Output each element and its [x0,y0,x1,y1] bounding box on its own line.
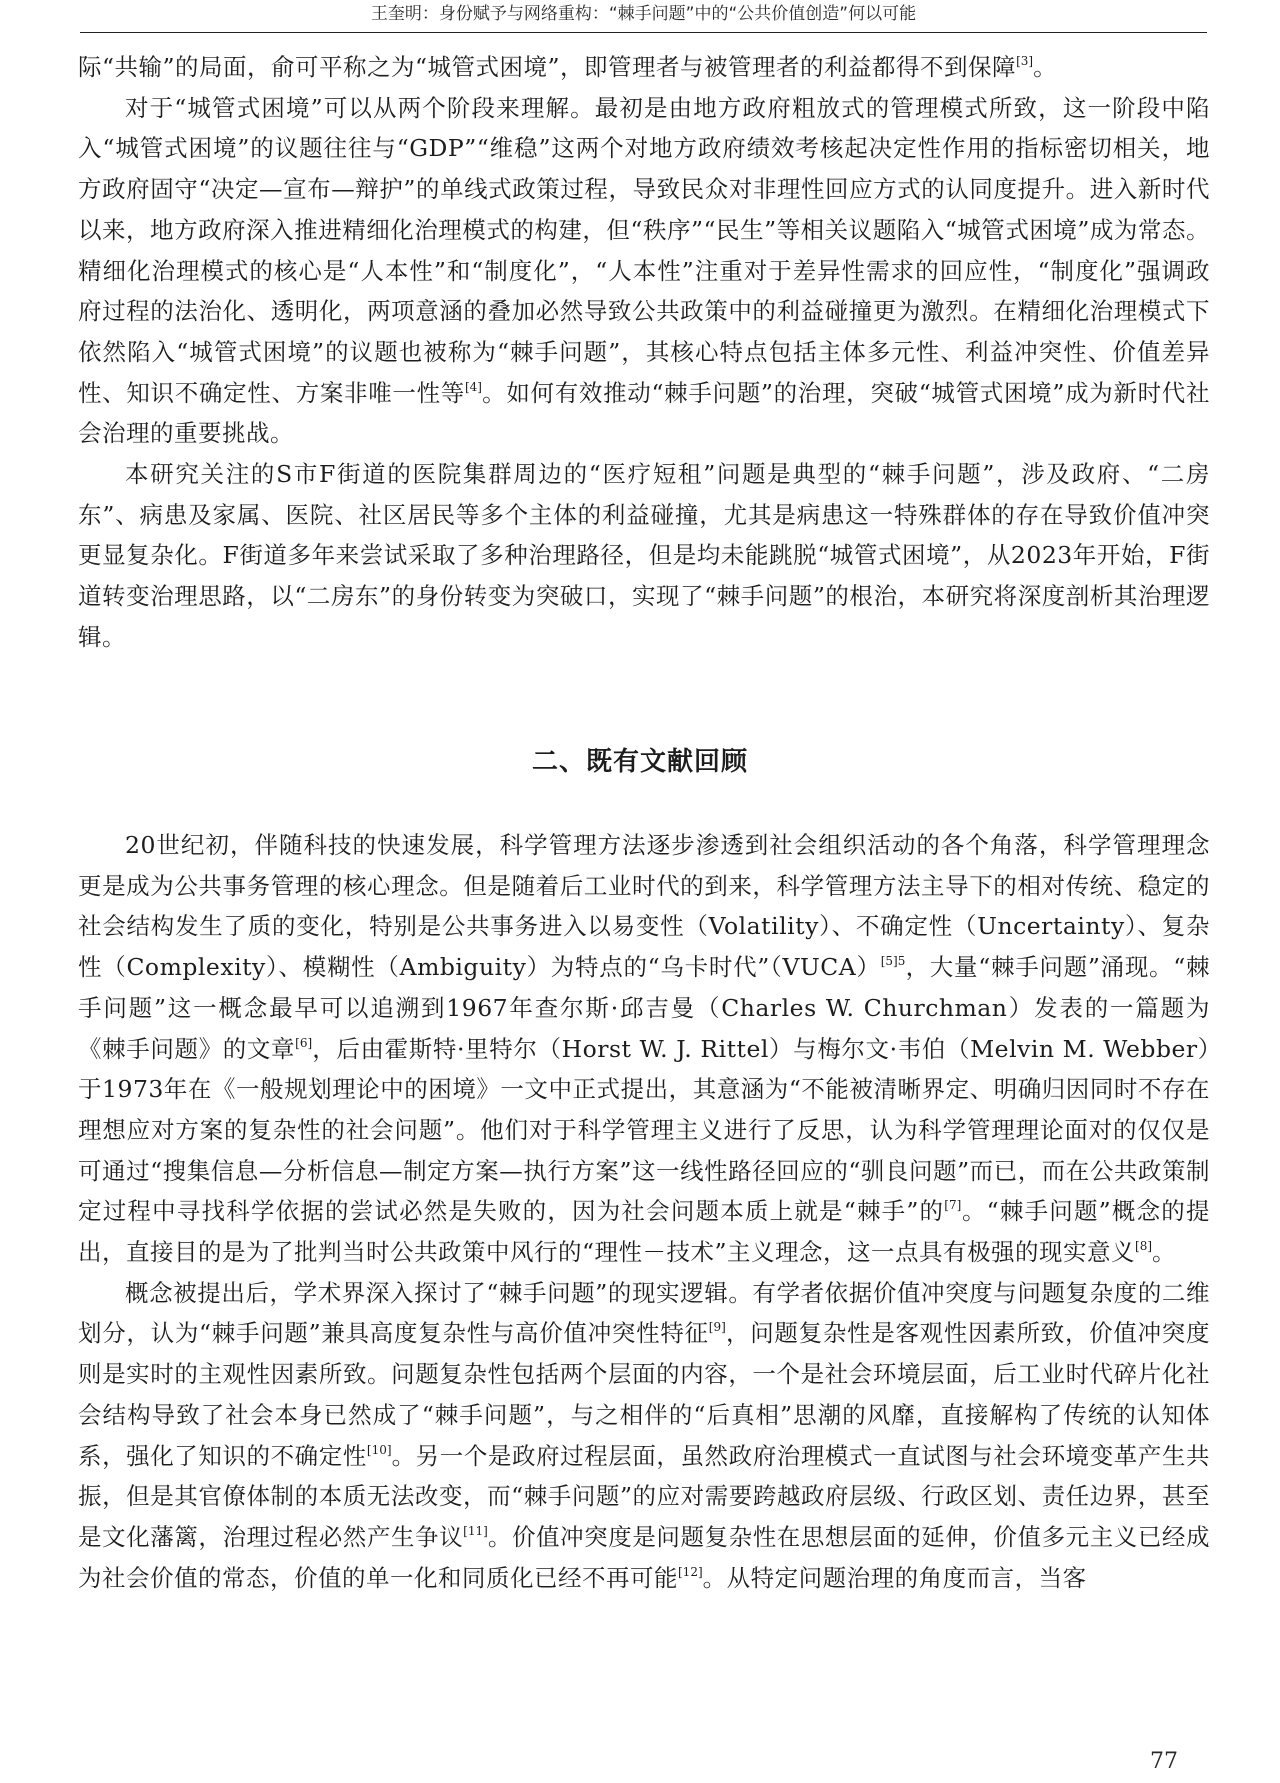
text-run: 20世纪初，伴随科技的快速发展，科学管理方法逐步渗透到社会组织活动的各个角落，科学管理理念更是成为公共事务管理的核心理念。但是随着后工业时代的到来，科学管理方法主导下的相对传统、稳定的社会结构发生了质的变化，特别是公共事务进入以易变性（Volatility）、不确定性（Uncertainty）、复杂性（Complexity）、模糊性（Ambiguity）为特点的“乌卡时代”（VUCA） [78,831,1210,982]
section-2-body [78,825,1210,1598]
text-run: 。另一个是政府过程层面，虽然政府治理模式一直试图与社会环境变革产生共振，但是其官僚体制的本质无法改变，而“棘手问题”的应对需要跨越政府层级、行政区划、责任边界，甚至是文化藩篱，治理过程必然产生争议 [78,1441,1211,1551]
text-run: ，问题复杂性是客观性因素所致，价值冲突度则是实时的主观性因素所致。问题复杂性包括两个层面的内容，一个是社会环境层面，后工业时代碎片化社会结构导致了社会本身已然成了“棘手问题”，与之相伴的“后真相”思潮的风靡，直接解构了传统的认知体系，强化了知识的不确定性 [78,1319,1211,1470]
citation-ref: [9] [708,1320,726,1335]
text-run: ，后由霍斯特·里特尔（Horst W. J. Rittel）与梅尔文·韦伯（Melvin M. Webber）于1973年在《一般规划理论中的困境》一文中正式提出，其意涵为“不能被清晰界定、明确归因同时不存在理想应对方案的复杂性的社会问题”。他们对于科学管理主义进行了反思，认为科学管理理论面对的仅仅是可通过“搜集信息—分析信息—制定方案—执行方案”这一线性路径回应的“驯良问题”而已，而在公共政策制定过程中寻找科学依据的尝试必然是失败的，因为社会问题本质上就是“棘手”的 [78,1034,1211,1226]
page-number: 77 [1150,1749,1178,1774]
text-run: 。从特定问题治理的角度而言，当客 [702,1563,1087,1592]
text-run: 。 [1033,53,1058,81]
citation-ref: [11] [463,1523,488,1538]
section-heading: 二、既有文献回顾 [531,747,748,777]
citation-ref: [3] [1016,54,1034,68]
citation-ref: [4] [464,379,482,394]
text-run: 本研究关注的S市F街道的医院集群周边的“医疗短租”问题是典型的“棘手问题”，涉及政府、“二房东”、病患及家属、医院、社区居民等多个主体的利益碰撞，尤其是病患这一特殊群体的存在导致价值冲突更显复杂化。F街道多年来尝试采取了多种治理路径，但是均未能跳脱“城管式困境”，从2023年开始，F街道转变治理思路，以“二房东”的身份转变为突破口，实现了“棘手问题”的根治，本研究将深度剖析其治理逻辑。 [78,460,1210,651]
text-run: 。“棘手问题”概念的提出，直接目的是为了批判当时公共政策中风行的“理性－技术”主义理念，这一点具有极强的现实意义 [78,1197,1211,1267]
citation-ref: [5]5 [880,954,906,969]
text-run: 概念被提出后，学术界深入探讨了“棘手问题”的现实逻辑。有学者依据价值冲突度与问题复杂度的二维划分，认为“棘手问题”兼具高度复杂性与高价值冲突性特征 [78,1278,1210,1348]
text-run: 。 [1152,1238,1177,1267]
running-head: 王奎明：身份赋予与网络重构：“棘手问题”中的“公共价值创造”何以可能 [80,0,1207,33]
paragraph [78,88,1210,454]
citation-ref: [8] [1135,1239,1153,1254]
paragraph [78,1273,1210,1599]
text-run: 。价值冲突度是问题复杂性在思想层面的延伸，价值多元主义已经成为社会价值的常态，价值的单一化和同质化已经不再可能 [78,1522,1211,1592]
paragraph [78,825,1210,1273]
paragraph [78,47,1210,88]
paragraph [78,454,1210,658]
text-run: 。如何有效推动“棘手问题”的治理，突破“城管式困境”成为新时代社会治理的重要挑战。 [78,378,1210,448]
citation-ref: [7] [944,1198,962,1213]
text-run: 对于“城管式困境”可以从两个阶段来理解。最初是由地方政府粗放式的管理模式所致，这一阶段中陷入“城管式困境”的议题往往与“GDP”“维稳”这两个对地方政府绩效考核起决定性作用的指标密切相关，地方政府固守“决定—宣布—辩护”的单线式政策过程，导致民众对非理性回应方式的认同度提升。进入新时代以来，地方政府深入推进精细化治理模式的构建，但“秩序”“民生”等相关议题陷入“城管式困境”成为常态。精细化治理模式的核心是“人本性”和“制度化”，“人本性”注重对于差异性需求的回应性，“制度化”强调政府过程的法治化、透明化，两项意涵的叠加必然导致公共政策中的利益碰撞更为激烈。在精细化治理模式下依然陷入“城管式困境”的议题也被称为“棘手问题”，其核心特点包括主体多元性、利益冲突性、价值差异性、知识不确定性、方案非唯一性等 [78,93,1210,407]
text-run: 际“共输”的局面，俞可平称之为“城管式困境”，即管理者与被管理者的利益都得不到保障 [78,53,1017,81]
citation-ref: [6] [295,1035,313,1050]
citation-ref: [12] [678,1564,703,1579]
section-1-body [78,47,1210,658]
citation-ref: [10] [366,1442,392,1457]
text-run: ，大量“棘手问题”涌现。“棘手问题”这一概念最早可以追溯到1967年查尔斯·邱吉曼（Charles W. Churchman）发表的一篇题为《棘手问题》的文章 [78,953,1210,1063]
